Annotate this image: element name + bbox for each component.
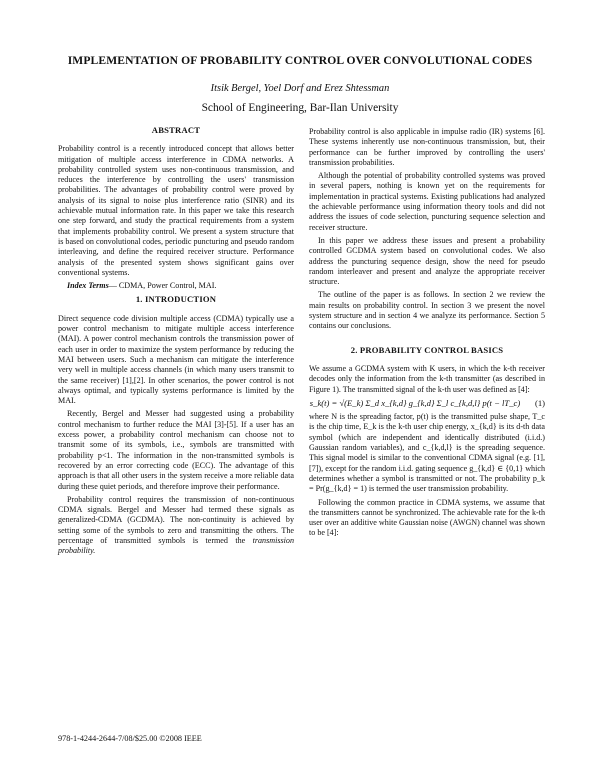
paper-affiliation: School of Engineering, Bar-Ilan University — [201, 102, 399, 114]
paper-authors: Itsik Bergel, Yoel Dorf and Erez Shtessman — [210, 83, 390, 94]
left-column — [58, 125, 294, 560]
abstract-text: Probability control is a recently introduced concept that allows better mitigation of multiple access interference in CDMA networks. A probability controlled system uses non-continuous transmission, and reduces the interference by controlling the users' transmission probabilities. The advantages of probability control were proved by analysis of its signal to noise plus interference ratio (SINR) and its achievable mutual information rate. In this paper we take this research one step forward, and study the practical requirements from a system that implements probability control. We present a system structure that is based on convolutional codes, periodic puncturing and pseudo random interleaving, and define the required receiver structure. Performance analysis of the presented system shows significant gains over conventional systems. — [58, 144, 295, 277]
right-column — [309, 127, 545, 542]
intro-continued-paragraph: In this paper we address these issues and present a probability controlled GCDMA system based on convolutional codes. We also address the puncturing sequence design, show the need for pseudo random interleaver and present and analyze the appropriate receiver structure. — [309, 235, 545, 287]
intro-continued-paragraph: The outline of the paper is as follows. In section 2 we review the main results on probability control. In section 3 we present the novel system structure and in section 4 we analyze its performance. Section 5 contains our conclusions. — [309, 290, 545, 331]
section1-term: transmission probability. — [58, 535, 294, 556]
index-terms-text: — CDMA, Power Control, MAI. — [108, 281, 217, 291]
index-terms-label: Index Terms — [67, 281, 109, 291]
intro-continued-paragraph: Although the potential of probability controlled systems was proved in several papers, nothing is known yet on the requirements for implementation in practical systems. Existing publications had analyzed the achievable performance using information theory tools and did not address the issues of code selection, puncturing sequence selection and receiver structure. — [309, 171, 545, 232]
section1-paragraph: Direct sequence code division multiple access (CDMA) typically use a power control mechanism to mitigate multiple access interference (MAI). A power control mechanism controls the transmission power of each user in order to maximize the system performance by reducing the MAI between users. Such a mechanism can mitigate the interference very well in multiple access channels (in which many users transmit to the same receiver) [1],[2]. In other scenarios, the power control is not always optimal, and typically systems performance is limited by the MAI. — [58, 313, 294, 406]
section2-paragraph: We assume a GCDMA system with K users, in which the k-th receiver decodes only the information from the k-th transmitter (as described in Figure 1). The transmitted signal of the k-th user was defined as [4]: — [309, 363, 545, 394]
equation-body: s_k(t) = √(E_k) Σ_d x_{k,d} g_{k,d} Σ_l c_{k,d,l} p(t − lT_c) — [309, 397, 521, 408]
equation-1 — [309, 398, 545, 408]
paper-title: IMPLEMENTATION OF PROBABILITY CONTROL OVER CONVOLUTIONAL CODES — [67, 54, 533, 67]
intro-continued-paragraph: Probability control is also applicable in impulse radio (IR) systems [6]. These systems inherently use non-continuous transmission, but, their performance can be further improved by controlling the users' transmission probabilities. — [309, 127, 545, 167]
index-terms — [58, 281, 294, 291]
section2-paragraph: Following the common practice in CDMA systems, we assume that the transmitters cannot be synchronized. The achievable rate for the k-th user over an additive white Gaussian noise (AWGN) channel was shown to be [4]: — [309, 497, 545, 538]
section1-paragraph: Recently, Bergel and Messer had suggested using a probability control mechanism to further reduce the MAI [3]-[5]. If a user has an excess power, a probability control mechanism can choose not to transmit some of its symbols, i.e., symbols are transmitted with probability p<1. The information in the non-transmitted symbols is recovered by an error correcting code (ECC). The advantage of this approach is that all other users in the system receive a more reliable data during these quiet periods, and therefore improve their performance. — [58, 409, 294, 491]
copyright-footer: 978-1-4244-2644-7/08/$25.00 ©2008 IEEE — [58, 734, 202, 743]
section1-heading: 1. INTRODUCTION — [135, 294, 217, 305]
section1-paragraph-text: Probability control requires the transmission of non-continuous CDMA signals. Bergel and Messer had termed these signals as generalized-CDMA (GCDMA). The non-continuity is achieved by setting some of the symbols to zero and transmitting the others. The percentage of transmitted symbols is termed the — [58, 494, 294, 545]
section1-paragraph — [58, 495, 294, 557]
abstract-heading: ABSTRACT — [151, 125, 201, 135]
section2-heading: 2. PROBABILITY CONTROL BASICS — [350, 344, 504, 355]
section2-paragraph: where N is the spreading factor, p(t) is the transmitted pulse shape, T_c is the chip time, E_k is the k-th user chip energy, x_{k,d} is its d-th data symbol (which are independent and identically distributed (i.i.d.) Gaussian random variables), and c_{k,d,l} is the spreading sequence. This signal model is similar to the conventional CDMA signal (e.g. [1],[7]), except for the random i.i.d. gating sequence g_{k,d} ∈ {0,1} which determines whether a symbol is transmitted or not. The probability p_k = Pr(g_{k,d} = 1) is termed the user transmission probability. — [309, 412, 545, 494]
equation-number: (1) — [534, 397, 545, 408]
